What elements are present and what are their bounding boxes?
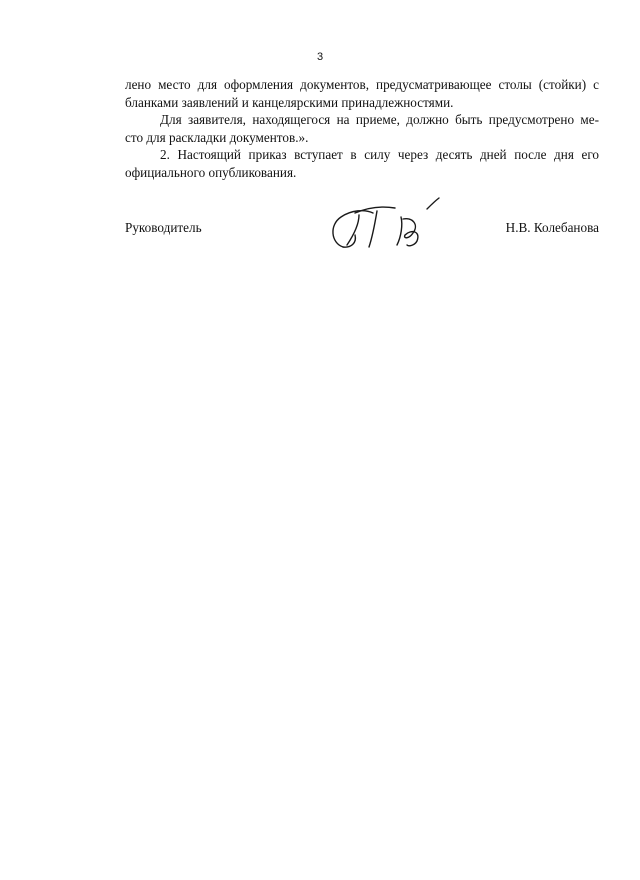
text-line: 2. Настоящий приказ вступает в силу через десять дней после дня его	[160, 147, 599, 162]
text-line: лено место для оформления документов, предусматривающее столы (стойки) с	[125, 77, 599, 92]
signatory-title: Руководитель	[125, 220, 202, 235]
text-line: официального опубликования.	[125, 164, 297, 180]
text-line: сто для раскладки документов.».	[125, 129, 309, 145]
document-body	[125, 76, 599, 181]
page-number: 3	[316, 51, 324, 63]
text-line: бланками заявлений и канцелярскими принадлежностями.	[125, 94, 454, 110]
paragraph-effective-date	[125, 146, 599, 181]
signatory-name: Н.В. Колебанова	[505, 220, 599, 235]
signature-block	[125, 218, 599, 248]
paragraph-continuation	[125, 76, 599, 111]
text-line: Для заявителя, находящегося на приеме, должно быть предусмотрено ме-	[160, 112, 599, 127]
paragraph-applicant-place	[125, 111, 599, 146]
handwritten-signature	[325, 195, 455, 255]
